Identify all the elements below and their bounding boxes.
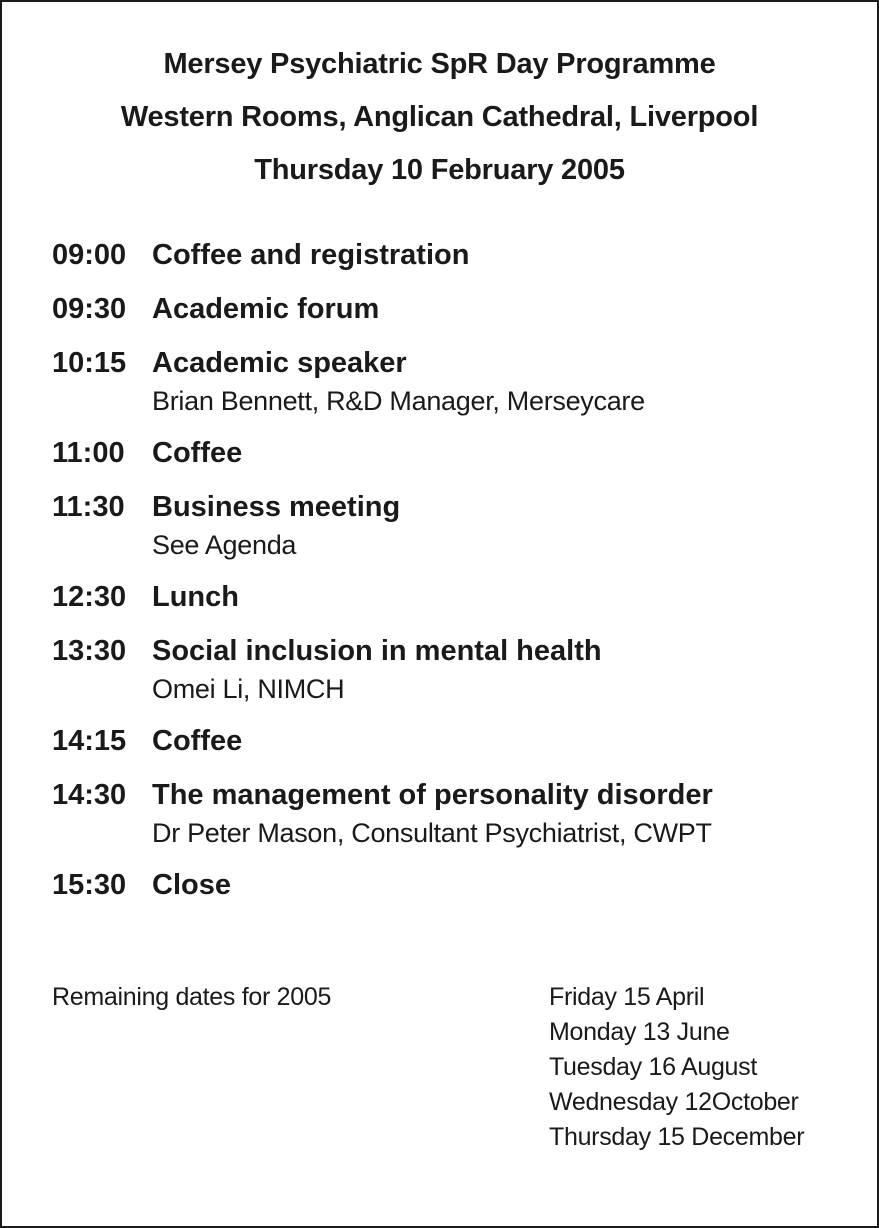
programme-venue: Western Rooms, Anglican Cathedral, Liverpool — [120, 101, 759, 133]
schedule-time: 09:30 — [52, 293, 127, 325]
schedule-time: 11:00 — [52, 437, 125, 469]
schedule-item — [52, 433, 852, 473]
schedule-item — [52, 343, 852, 419]
schedule-speaker: Dr Peter Mason, Consultant Psychiatrist, CWPT — [152, 818, 712, 848]
programme-header — [2, 38, 877, 197]
schedule-time: 13:30 — [52, 635, 127, 667]
schedule-item — [52, 775, 852, 851]
remaining-date: Wednesday 12October — [549, 1088, 799, 1116]
schedule-title: Coffee — [152, 437, 243, 469]
schedule-item — [52, 577, 852, 617]
schedule-speaker: Brian Bennett, R&D Manager, Merseycare — [152, 386, 645, 416]
schedule-time: 14:30 — [52, 779, 127, 811]
schedule-time: 11:30 — [52, 491, 125, 523]
schedule-title: Social inclusion in mental health — [152, 635, 602, 667]
remaining-dates-label: Remaining dates for 2005 — [52, 983, 332, 1011]
schedule-item — [52, 487, 852, 563]
schedule-title: Academic speaker — [152, 347, 407, 379]
programme-date: Thursday 10 February 2005 — [254, 154, 625, 186]
schedule-time: 10:15 — [52, 347, 127, 379]
remaining-date: Monday 13 June — [549, 1018, 730, 1046]
schedule-list — [52, 235, 852, 919]
schedule-time: 14:15 — [52, 725, 127, 757]
schedule-title: Business meeting — [152, 491, 401, 523]
schedule-title: Coffee — [152, 725, 243, 757]
schedule-note: See Agenda — [152, 530, 297, 560]
schedule-title: Academic forum — [152, 293, 380, 325]
schedule-title: The management of personality disorder — [152, 779, 713, 811]
remaining-date: Friday 15 April — [549, 983, 705, 1011]
schedule-title: Coffee and registration — [152, 239, 470, 271]
remaining-date: Tuesday 16 August — [549, 1053, 758, 1081]
schedule-item — [52, 631, 852, 707]
schedule-item — [52, 289, 852, 329]
remaining-dates-list — [549, 980, 804, 1155]
schedule-title: Close — [152, 869, 231, 901]
remaining-date: Thursday 15 December — [549, 1123, 805, 1151]
schedule-item — [52, 865, 852, 905]
schedule-item — [52, 721, 852, 761]
schedule-item — [52, 235, 852, 275]
schedule-title: Lunch — [152, 581, 239, 613]
schedule-time: 15:30 — [52, 869, 127, 901]
programme-title: Mersey Psychiatric SpR Day Programme — [163, 48, 716, 80]
schedule-speaker: Omei Li, NIMCH — [152, 674, 345, 704]
schedule-time: 09:00 — [52, 239, 127, 271]
schedule-time: 12:30 — [52, 581, 127, 613]
